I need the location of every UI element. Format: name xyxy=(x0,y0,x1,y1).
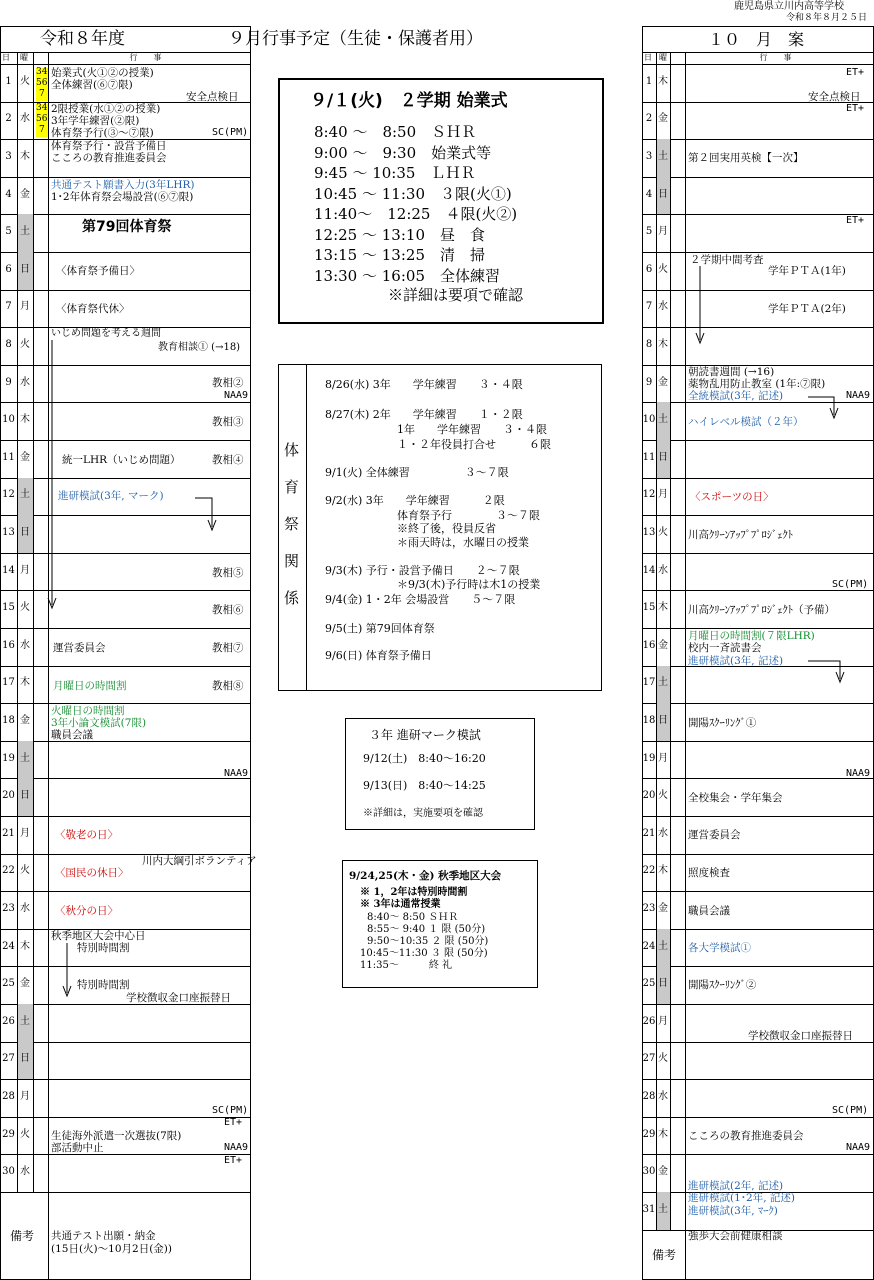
weekday: 金 xyxy=(658,1166,668,1178)
weekday: 水 xyxy=(20,903,30,914)
day-number: 14 xyxy=(642,564,656,576)
weekday: 日 xyxy=(20,527,30,538)
schedule-line: 10:45 ～ 11:30 ３限(火①) xyxy=(314,184,512,203)
event-text: 共通テスト願書入力(3年LHR) xyxy=(51,179,195,191)
event-text: 特別時間割 xyxy=(77,942,130,954)
weekday: 月 xyxy=(20,1091,30,1102)
day-number: 28 xyxy=(642,1091,656,1102)
event-text: ET+ xyxy=(846,103,865,114)
weekday: 水 xyxy=(658,301,668,313)
event-text: 強歩大会前健康相談 xyxy=(688,1230,783,1242)
weekday: 金 xyxy=(20,715,30,726)
weekday: 土 xyxy=(20,489,30,501)
event-text: 進研模試(1･2年, 記述) xyxy=(688,1192,795,1204)
weekday: 水 xyxy=(658,564,668,576)
day-number: 23 xyxy=(642,903,656,914)
weekday: 火 xyxy=(20,1128,30,1140)
box-title: 9/24,25(木・金) 秋季地区大会 xyxy=(349,870,502,882)
weekday: 木 xyxy=(20,414,30,426)
side-char: 体 xyxy=(284,441,300,459)
day-number: 26 xyxy=(2,1015,15,1027)
event-text: 第79回体育祭 xyxy=(82,219,172,235)
day-number: 16 xyxy=(642,639,656,651)
event-text: NAA9 xyxy=(224,1142,249,1153)
box-title: ９/１(火) ２学期 始業式 xyxy=(310,91,508,111)
weekday: 金 xyxy=(20,978,30,990)
event-text: NAA9 xyxy=(224,768,249,779)
weekday: 火 xyxy=(20,339,30,350)
event-text: 全統模試(3年, 記述) xyxy=(688,390,784,402)
schedule-line: 9:45 ～ 10:35 ＬＨＲ xyxy=(314,164,476,182)
event-text: NAA9 xyxy=(846,768,871,779)
weekday: 金 xyxy=(658,639,668,651)
event-text: 照度検査 xyxy=(688,867,730,879)
festival-line: 9/5(土) 第79回体育祭 xyxy=(325,622,435,635)
weekday: 土 xyxy=(658,1203,668,1215)
festival-line: 9/4(金) 1・2年 会場設営 ５～７限 xyxy=(325,593,516,606)
col-header-event: 行 事 xyxy=(129,53,162,62)
day-number: 4 xyxy=(5,188,12,200)
event-text: 部活動中止 xyxy=(51,1142,104,1154)
day-number: 27 xyxy=(642,1053,656,1065)
weekday: 月 xyxy=(20,827,30,839)
day-number: 18 xyxy=(642,715,656,726)
weekday: 日 xyxy=(658,978,668,990)
remarks-label: 備考 xyxy=(652,1247,677,1262)
day-number: 22 xyxy=(642,865,656,877)
day-number: 15 xyxy=(642,602,656,614)
weekday: 水 xyxy=(20,639,30,651)
event-text: こころの教育推進委員会 xyxy=(51,152,167,164)
box-line: 8:55～ 9:40 １ 限 (50分) xyxy=(367,924,486,935)
weekday: 木 xyxy=(658,75,668,87)
day-number: 18 xyxy=(2,715,15,726)
festival-line: 1年 学年練習 ３・４限 xyxy=(397,423,547,436)
schedule-line: 8:40 ～ 8:50 ＳＨＲ xyxy=(314,123,477,141)
arrow-line xyxy=(808,661,840,679)
col-header-day: 日 xyxy=(644,53,652,62)
regional-meet-box xyxy=(342,860,538,988)
weekday: 木 xyxy=(20,151,30,162)
weekday: 土 xyxy=(658,151,668,162)
day-number: 29 xyxy=(2,1128,15,1140)
day-number: 30 xyxy=(642,1166,656,1178)
festival-line: 8/26(水) 3年 学年練習 ３・４限 xyxy=(325,378,523,391)
day-number: 22 xyxy=(2,865,15,877)
event-text: SC(PM) xyxy=(832,1105,869,1116)
fiscal-year: 令和８年度 xyxy=(40,29,125,49)
day-number: 20 xyxy=(642,790,656,802)
weekday: 金 xyxy=(658,113,668,125)
weekday: 水 xyxy=(20,113,30,125)
day-number: 7 xyxy=(5,301,12,313)
event-text: ２学期中間考査 xyxy=(690,254,764,266)
day-number: 1 xyxy=(645,75,653,87)
period-marker: 7 xyxy=(39,89,45,99)
weekday: 日 xyxy=(20,263,30,275)
event-text: 教相⑦ xyxy=(212,642,244,654)
day-number: 12 xyxy=(2,489,15,501)
mark-exam-box xyxy=(345,718,535,830)
festival-line: 9/1(火) 全体練習 ３～７限 xyxy=(325,466,509,479)
weekday: 火 xyxy=(20,602,30,614)
day-number: 19 xyxy=(2,752,15,764)
weekday: 月 xyxy=(658,226,668,238)
weekday: 日 xyxy=(658,715,668,726)
day-number: 2 xyxy=(645,113,653,125)
day-number: 24 xyxy=(642,940,656,952)
day-number: 17 xyxy=(642,677,656,689)
weekday: 木 xyxy=(658,865,668,877)
event-text: SC(PM) xyxy=(832,579,869,590)
event-text: 安全点検日 xyxy=(808,91,861,103)
day-number: 20 xyxy=(2,790,15,802)
event-text: 月曜日の時間割 xyxy=(53,680,127,692)
event-text: 安全点検日 xyxy=(186,91,239,103)
day-number: 14 xyxy=(2,564,15,576)
event-text: 火曜日の時間割 xyxy=(51,705,125,717)
day-number: 28 xyxy=(2,1091,15,1102)
weekday: 火 xyxy=(20,865,30,877)
festival-line: ※終了後，役員反省 xyxy=(397,522,496,535)
day-number: 8 xyxy=(645,339,653,350)
period-marker: 34 xyxy=(36,103,48,113)
weekday: 水 xyxy=(658,827,668,839)
event-text: SC(PM) xyxy=(212,1105,249,1116)
event-text: ET+ xyxy=(224,1155,243,1166)
event-text: 学年ＰＴＡ(1年) xyxy=(768,265,846,277)
day-number: 19 xyxy=(642,752,656,764)
festival-line: 体育祭予行 ３～７限 xyxy=(397,509,540,522)
weekday: 土 xyxy=(20,226,30,238)
side-char: 係 xyxy=(284,589,300,607)
weekday: 木 xyxy=(658,602,668,614)
day-number: 13 xyxy=(2,527,15,538)
event-text: NAA9 xyxy=(224,390,249,401)
event-text: 体育祭予行(③～⑦限) xyxy=(51,127,154,139)
box-line: 10:45～11:30 ３ 限 (50分) xyxy=(360,948,488,959)
box-line: 9/12(土) 8:40～16:20 xyxy=(363,752,486,765)
event-text: 〈体育祭予備日〉 xyxy=(56,265,140,277)
day-number: 6 xyxy=(645,263,653,275)
day-number: 24 xyxy=(2,940,15,952)
event-text: 朝読書週間 (→16) xyxy=(688,366,775,378)
day-number: 30 xyxy=(2,1166,15,1178)
event-text: 〈秋分の日〉 xyxy=(55,905,118,917)
schedule-line: 9:00 ～ 9:30 始業式等 xyxy=(314,143,492,162)
day-number: 3 xyxy=(5,151,12,162)
festival-line: 8/27(木) 2年 学年練習 １・２限 xyxy=(325,408,523,421)
day-number: 5 xyxy=(645,226,653,238)
weekday: 月 xyxy=(658,489,668,501)
event-text: SC(PM) xyxy=(212,127,249,138)
event-text: 川高ｸﾘｰﾝｱｯﾌﾟﾌﾟﾛｼﾞｪｸﾄ xyxy=(688,529,793,541)
box-line: 11:35～ 終 礼 xyxy=(360,960,452,971)
box-note: ※詳細は，実施要項を確認 xyxy=(363,808,483,819)
event-text: 始業式(火①②の授業) xyxy=(51,67,154,79)
event-text: 〈国民の休日〉 xyxy=(55,867,129,879)
period-marker: 7 xyxy=(39,125,45,135)
event-text: 校内一斉読書会 xyxy=(688,642,762,654)
day-number: 21 xyxy=(642,827,656,839)
schedule-line: 13:30 ～ 16:05 全体練習 xyxy=(314,266,500,285)
event-text: 教育相談① (→18) xyxy=(158,342,241,353)
event-text: 各大学模試① xyxy=(688,942,751,954)
festival-line: ＊9/3(木)予行時は木1の授業 xyxy=(397,578,541,591)
event-text: 川高ｸﾘｰﾝｱｯﾌﾟﾌﾟﾛｼﾞｪｸﾄ（予備） xyxy=(688,604,835,616)
event-text: 運営委員会 xyxy=(688,829,741,841)
day-number: 10 xyxy=(2,414,15,426)
october-title: １０ 月 案 xyxy=(708,30,805,49)
event-text: 開陽ｽｸｰﾘﾝｸﾞ② xyxy=(688,979,757,991)
event-text: こころの教育推進委員会 xyxy=(688,1130,804,1142)
day-number: 11 xyxy=(642,451,656,463)
event-text: 薬物乱用防止教室 (1年:⑦限) xyxy=(688,378,826,390)
event-text: 教相⑥ xyxy=(212,604,244,616)
weekday: 木 xyxy=(658,1128,668,1140)
event-text: 進研模試(3年, マーク) xyxy=(58,490,164,502)
weekday: 日 xyxy=(658,451,668,463)
event-text: 秋季地区大会中心日 xyxy=(51,930,146,942)
box-line: 9:50～10:35 ２ 限 (50分) xyxy=(367,936,489,947)
period-marker: 34 xyxy=(36,67,48,77)
weekday: 月 xyxy=(658,752,668,764)
weekday: 水 xyxy=(658,1091,668,1102)
weekday: 月 xyxy=(20,564,30,576)
day-number: 3 xyxy=(645,151,653,162)
event-text: 学校徴収金口座振替日 xyxy=(748,1030,853,1042)
festival-line: １・２年役員打合せ ６限 xyxy=(397,438,551,451)
event-text: 統一LHR（いじめ問題） xyxy=(62,454,181,466)
event-text: 〈スポーツの日〉 xyxy=(690,491,774,503)
sports-festival-box xyxy=(278,364,602,691)
event-text: 運営委員会 xyxy=(53,642,106,654)
event-text: 開陽ｽｸｰﾘﾝｸﾞ① xyxy=(688,717,757,729)
weekday: 金 xyxy=(658,903,668,914)
day-number: 17 xyxy=(2,677,15,689)
weekday: 木 xyxy=(658,339,668,350)
weekday: 木 xyxy=(20,677,30,689)
col-header-day: 日 xyxy=(2,53,10,62)
event-text: 教相⑧ xyxy=(212,680,244,692)
col-header-weekday: 曜 xyxy=(20,53,28,62)
event-text: 進研模試(3年, 記述) xyxy=(688,655,784,667)
event-text: 1･2年体育祭会場設営(⑥⑦限) xyxy=(51,191,194,203)
day-number: 31 xyxy=(642,1203,656,1215)
divider xyxy=(306,365,307,690)
weekday: 金 xyxy=(20,451,30,463)
schedule-line: 13:15 ～ 13:25 清 掃 xyxy=(314,246,485,264)
weekday: 土 xyxy=(658,414,668,426)
box-line: ※ 3年は通常授業 xyxy=(360,899,441,910)
weekday: 水 xyxy=(20,1166,30,1178)
event-text: 教相② xyxy=(212,377,244,389)
page-title: ９月行事予定（生徒・保護者用） xyxy=(228,29,483,49)
box-note: ※詳細は要項で確認 xyxy=(388,286,524,304)
event-text: 生徒海外派遣一次選抜(7限) xyxy=(51,1130,182,1142)
event-text: 共通テスト出願・納金 xyxy=(51,1230,156,1242)
event-text: 教相⑤ xyxy=(212,567,244,579)
schedule-line: 12:25 ～ 13:10 昼 食 xyxy=(314,225,485,244)
day-number: 27 xyxy=(2,1053,15,1065)
weekday: 月 xyxy=(20,301,30,313)
side-char: 祭 xyxy=(284,515,300,533)
event-text: ハイレベル模試（２年） xyxy=(688,416,804,428)
event-text: 全体練習(⑥⑦限) xyxy=(51,79,133,91)
box-line: ※ 1，2年は特別時間割 xyxy=(360,887,468,898)
day-number: 26 xyxy=(642,1015,656,1027)
weekday: 火 xyxy=(658,263,668,275)
event-text: NAA9 xyxy=(846,1142,871,1153)
opening-ceremony-box xyxy=(278,78,604,324)
period-marker: 56 xyxy=(36,78,48,88)
day-number: 2 xyxy=(5,113,12,125)
event-text: 月曜日の時間割(７限LHR) xyxy=(688,630,815,642)
box-line: 8:40～ 8:50 ＳＨＲ xyxy=(367,912,459,923)
weekday: 土 xyxy=(20,752,30,764)
day-number: 5 xyxy=(5,226,12,238)
event-text: 第２回実用英検【一次】 xyxy=(688,152,804,164)
day-number: 9 xyxy=(5,376,12,388)
weekday: 火 xyxy=(658,1053,668,1065)
event-text: ET+ xyxy=(846,67,865,78)
day-number: 29 xyxy=(642,1128,656,1140)
festival-line: 9/3(木) 予行・設営予備日 ２～７限 xyxy=(325,564,520,577)
day-number: 25 xyxy=(642,978,656,990)
schedule-line: 11:40～ 12:25 ４限(火②) xyxy=(314,205,518,223)
event-text: 3年学年練習(②限) xyxy=(51,115,140,127)
weekday: 金 xyxy=(658,376,668,388)
day-number: 8 xyxy=(5,339,12,350)
day-number: 25 xyxy=(2,978,15,990)
event-text: 職員会議 xyxy=(688,905,730,917)
festival-line: 9/2(水) 3年 学年練習 ２限 xyxy=(325,494,505,507)
day-number: 13 xyxy=(642,527,656,538)
day-number: 12 xyxy=(642,489,656,501)
event-text: いじめ問題を考える週間 xyxy=(51,328,161,339)
arrow-line xyxy=(808,397,834,415)
box-line: 9/13(日) 8:40～14:25 xyxy=(363,779,486,792)
event-text: 3年小論文模試(7限) xyxy=(51,717,147,729)
day-number: 7 xyxy=(645,301,653,313)
day-number: 1 xyxy=(5,75,12,87)
event-text: 学校徴収金口座振替日 xyxy=(126,992,231,1004)
day-number: 6 xyxy=(5,263,12,275)
event-text: ET+ xyxy=(224,1117,243,1128)
weekday: 水 xyxy=(20,376,30,388)
event-text: 教相③ xyxy=(212,416,244,428)
event-text: ET+ xyxy=(846,215,865,226)
weekday: 日 xyxy=(658,188,668,200)
day-number: 16 xyxy=(2,639,15,651)
remarks-label: 備考 xyxy=(10,1229,35,1243)
day-number: 4 xyxy=(645,188,653,200)
event-text: 2限授業(水①②の授業) xyxy=(51,103,161,115)
event-text: NAA9 xyxy=(846,390,871,401)
weekday: 金 xyxy=(20,188,30,200)
event-text: 〈体育祭代休〉 xyxy=(56,303,130,315)
weekday: 火 xyxy=(20,75,30,87)
school-name: 鹿児島県立川内高等学校 xyxy=(734,1,844,12)
weekday: 火 xyxy=(658,527,668,538)
weekday: 日 xyxy=(20,1053,30,1065)
event-text: 川内大綱引ボランティア xyxy=(142,855,257,867)
weekday: 土 xyxy=(658,940,668,952)
weekday: 木 xyxy=(20,940,30,952)
col-header-weekday: 曜 xyxy=(659,53,667,62)
day-number: 21 xyxy=(2,827,15,839)
side-char: 育 xyxy=(284,478,300,496)
box-title: ３年 進研マーク模試 xyxy=(369,728,481,742)
weekday: 土 xyxy=(658,677,668,689)
event-text: 〈敬老の日〉 xyxy=(55,829,118,841)
day-number: 9 xyxy=(645,376,653,388)
issue-date: 令和８年８月２５日 xyxy=(786,13,868,23)
event-text: 全校集会・学年集会 xyxy=(688,792,783,804)
weekday: 土 xyxy=(20,1015,30,1027)
day-number: 23 xyxy=(2,903,15,914)
weekday: 火 xyxy=(658,790,668,802)
weekday: 日 xyxy=(20,790,30,802)
event-text: 職員会議 xyxy=(51,729,93,741)
event-text: 学年ＰＴＡ(2年) xyxy=(768,303,846,315)
day-number: 15 xyxy=(2,602,15,614)
event-text: 教相④ xyxy=(212,454,244,466)
event-text: 進研模試(2年, 記述) xyxy=(688,1180,784,1192)
festival-line: 9/6(日) 体育祭予備日 xyxy=(325,649,432,662)
col-header-event: 行 事 xyxy=(759,53,792,62)
side-char: 関 xyxy=(284,552,300,570)
day-number: 10 xyxy=(642,414,656,426)
festival-line: ＊雨天時は，水曜日の授業 xyxy=(397,536,529,549)
weekday: 月 xyxy=(658,1015,668,1027)
event-text: 体育祭予行・設営予備日 xyxy=(51,140,167,152)
event-text: (15日(火)～10月2日(金)) xyxy=(51,1243,172,1255)
event-text: 特別時間割 xyxy=(77,979,130,991)
day-number: 11 xyxy=(2,451,15,463)
event-text: 進研模試(3年, ﾏｰｸ) xyxy=(688,1205,778,1217)
period-marker: 56 xyxy=(36,114,48,124)
